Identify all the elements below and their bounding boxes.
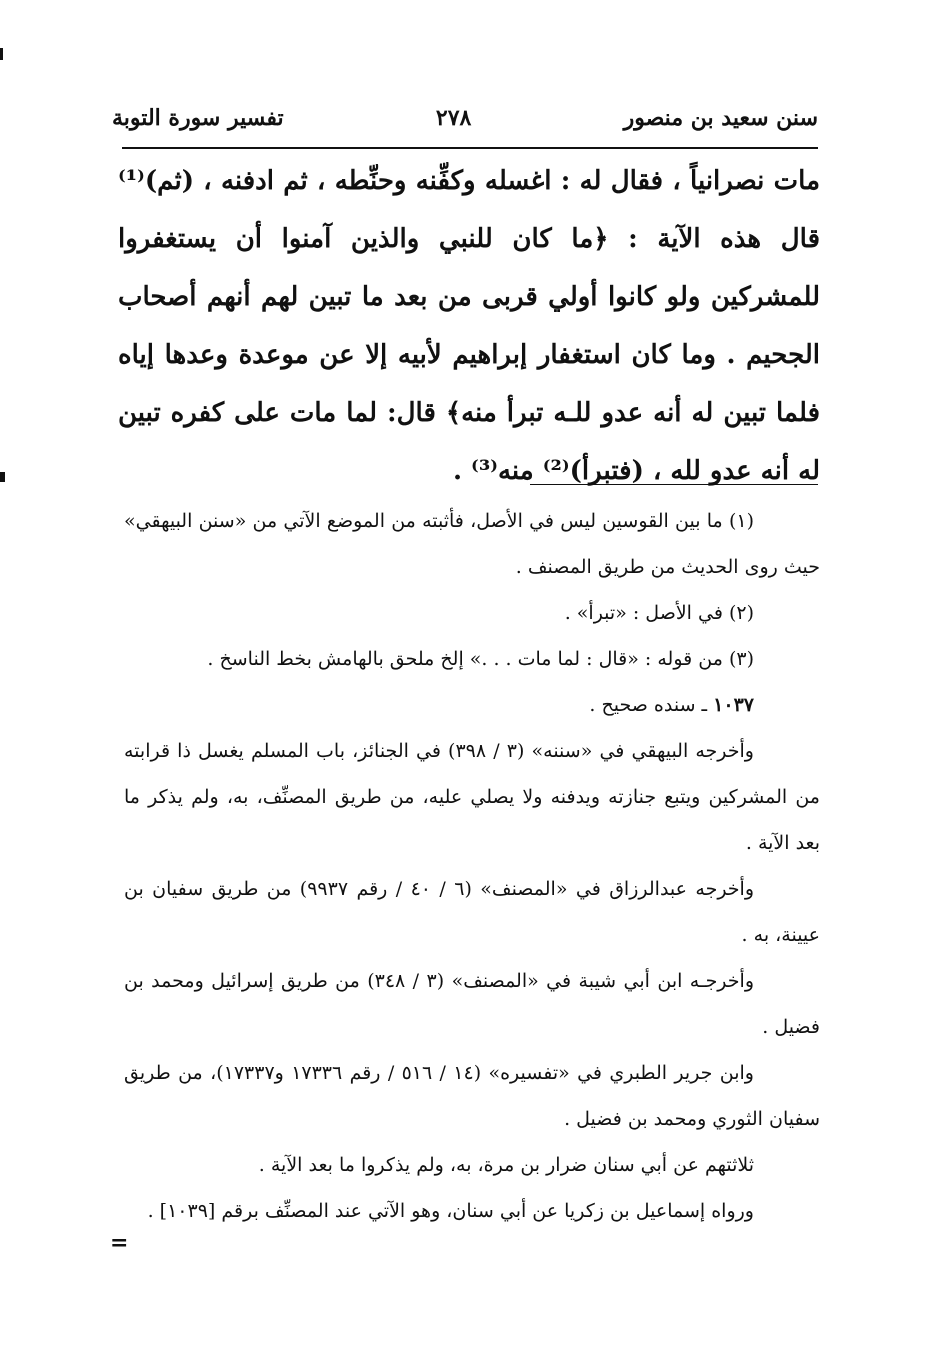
book-title: سنن سعيد بن منصور <box>623 105 818 131</box>
main-text-block <box>118 152 820 500</box>
footnote-2: (٢) في الأصل : «تبرأ» . <box>564 602 754 624</box>
footnote-rule <box>530 484 818 485</box>
main-text: مات نصرانياً ، فقال له : اغسله وكفِّنه وحنِّطه ، ثم ادفنه ، (ثم)⁽¹⁾ قال هذه الآية : ﴿ما كان للنبي والذين آمنوا أن يستغفروا للمشركين ولو كانوا أولي قربى من بعد ما تبين لهم أنهم أصحاب الجحيم . وما كان استغفار إبراهيم لأبيه إلا عن موعدة وعدها إياه فلما تبين له أنه عدو للـه تبرأ منه﴾ قال: لما مات على كفره تبين له أنه عدو لله ، (فتبرأ)⁽²⁾ منه⁽³⁾ . <box>118 166 820 486</box>
footnotes-block <box>124 498 820 1234</box>
scan-edge-mark <box>0 472 5 482</box>
commentary-paragraph: وأخرجه البيهقي في «سننه» (٣ / ٣٩٨) في الجنائز، باب المسلم يغسل ذا قرابته من المشركين ويتبع جنازته ويدفنه ولا يصلي عليه، من طريق المصنِّف، به، ولم يذكر ما بعد الآية . <box>124 740 820 854</box>
section-title: تفسير سورة التوبة <box>112 105 284 131</box>
footnote-1: (١) ما بين القوسين ليس في الأصل، فأثبته من الموضع الآتي من «سنن البيهقي» حيث روى الحديث من طريق المصنف . <box>124 510 820 578</box>
continuation-mark: = <box>110 1230 129 1256</box>
hadith-grading: ـ سنده صحيح . <box>589 694 708 716</box>
commentary-paragraph: وأخرجـه ابن أبي شيبة في «المصنف» (٣ / ٣٤٨) من طريق إسرائيل ومحمد بن فضيل . <box>124 970 820 1038</box>
commentary-paragraph: ورواه إسماعيل بن زكريا عن أبي سنان، وهو الآتي عند المصنِّف برقم [١٠٣٩] . <box>147 1200 754 1222</box>
footnote-3: (٣) من قوله : «قال : لما مات . . .» إلخ ملحق بالهامش بخط الناسخ . <box>207 648 754 670</box>
header-rule <box>122 147 818 149</box>
page-number: ٢٧٨ <box>435 105 472 131</box>
hadith-number: ١٠٣٧ <box>713 694 754 716</box>
running-header <box>112 96 818 140</box>
scan-edge-mark <box>0 48 3 60</box>
commentary-paragraph: ثلاثتهم عن أبي سنان ضرار بن مرة، به، ولم يذكروا ما بعد الآية . <box>258 1154 754 1176</box>
commentary-paragraph: وأخرجه عبدالرزاق في «المصنف» (٦ / ٤٠ / رقم ٩٩٣٧) من طريق سفيان بن عيينة، به . <box>124 878 820 946</box>
commentary-paragraph: وابن جرير الطبري في «تفسيره» (١٤ / ٥١٦ / رقم ١٧٣٣٦ و١٧٣٣٧)، من طريق سفيان الثوري ومحمد بن فضيل . <box>124 1062 820 1130</box>
hadith-heading <box>124 682 820 728</box>
